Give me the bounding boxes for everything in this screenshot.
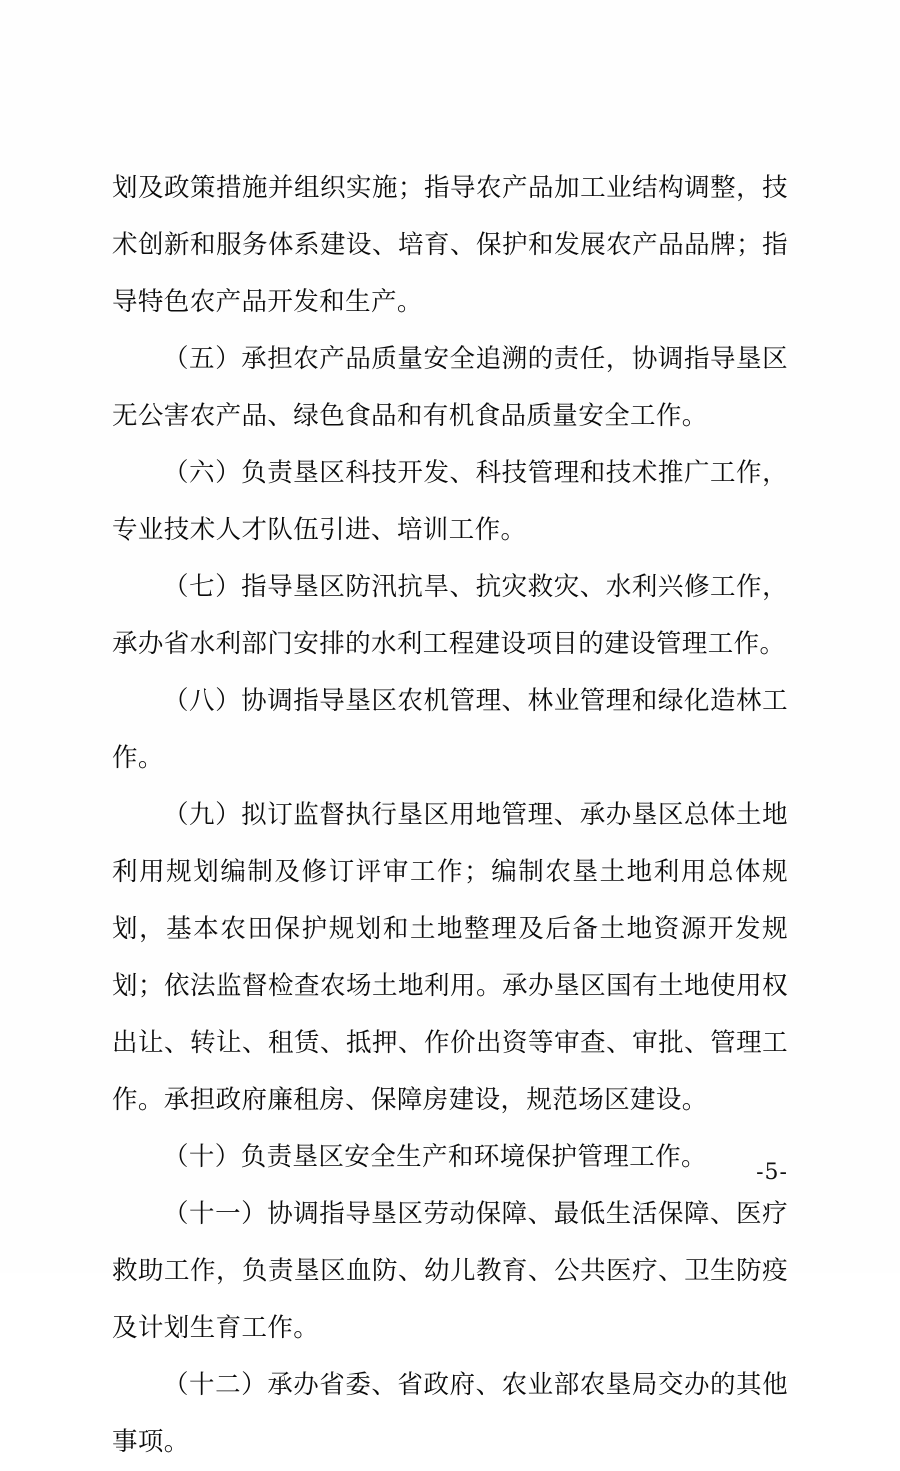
paragraph-item-9: （九）拟订监督执行垦区用地管理、承办垦区总体土地利用规划编制及修订评审工作；编制农垦土地利用总体规划，基本农田保护规划和土地整理及后备土地资源开发规划；依法监督检查农场土地利用。承办垦区国有土地使用权出让、转让、租赁、抵押、作价出资等审查、审批、管理工作。承担政府廉租房、保障房建设，规范场区建设。 <box>112 800 788 1115</box>
document-body <box>112 160 788 1471</box>
paragraph-item-7: （七）指导垦区防汛抗旱、抗灾救灾、水利兴修工作，承办省水利部门安排的水利工程建设项目的建设管理工作。 <box>112 572 788 659</box>
paragraph-item-8: （八）协调指导垦区农机管理、林业管理和绿化造林工作。 <box>112 686 788 773</box>
paragraph-item-11: （十一）协调指导垦区劳动保障、最低生活保障、医疗救助工作，负责垦区血防、幼儿教育、公共医疗、卫生防疫及计划生育工作。 <box>112 1199 788 1343</box>
paragraph-item-6: （六）负责垦区科技开发、科技管理和技术推广工作，专业技术人才队伍引进、培训工作。 <box>112 458 788 545</box>
paragraph-item-12: （十二）承办省委、省政府、农业部农垦局交办的其他事项。 <box>112 1370 788 1457</box>
page-number: -5- <box>756 1160 788 1185</box>
paragraph-continued: 划及政策措施并组织实施；指导农产品加工业结构调整，技术创新和服务体系建设、培育、保护和发展农产品品牌；指导特色农产品开发和生产。 <box>112 173 788 317</box>
paragraph-item-5: （五）承担农产品质量安全追溯的责任，协调指导垦区无公害农产品、绿色食品和有机食品质量安全工作。 <box>112 344 788 431</box>
paragraph-item-10: （十）负责垦区安全生产和环境保护管理工作。 <box>163 1142 707 1172</box>
